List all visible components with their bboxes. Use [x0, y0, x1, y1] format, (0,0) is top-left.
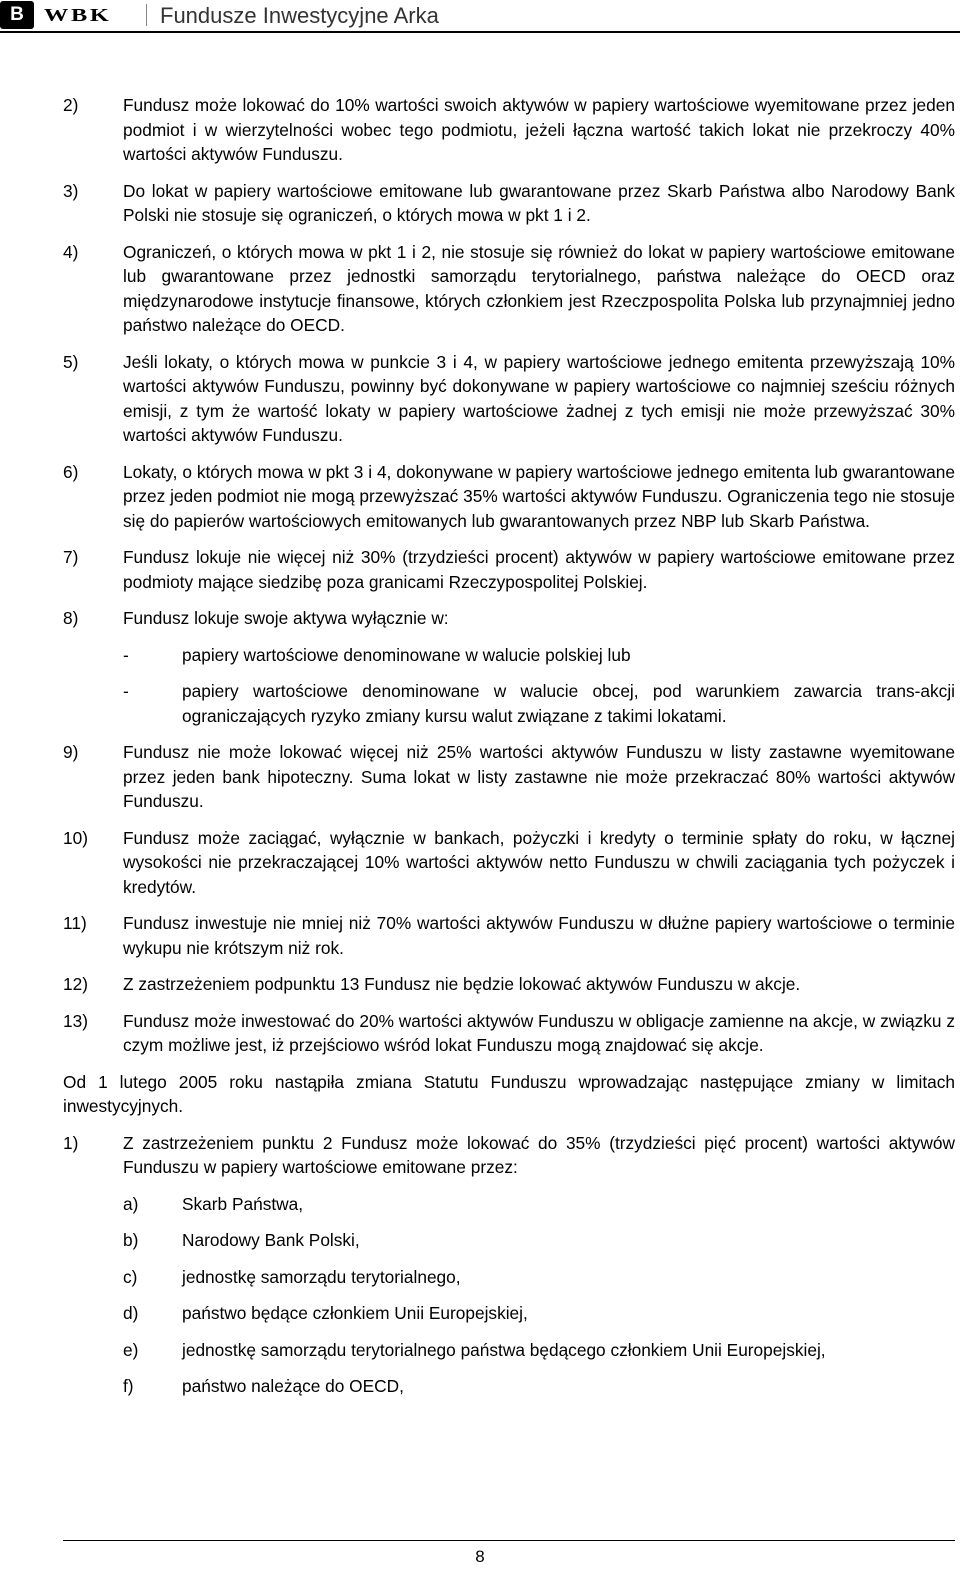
- sub-list-item: b) Narodowy Bank Polski,: [123, 1230, 360, 1250]
- list-item: 1) Z zastrzeżeniem punktu 2 Fundusz może lokować do 35% (trzydzieści pięć procent) wartości aktywów Funduszu w papiery wartościowe emitowane przez:: [63, 1132, 955, 1177]
- document-title: Fundusze Inwestycyjne Arka: [160, 3, 439, 28]
- list-item: 9) Fundusz nie może lokować więcej niż 25% wartości aktywów Funduszu w listy zastawne wyemitowane przez jeden bank hipoteczny. Suma lokat w listy zastawne nie może przekraczać 80% wartości aktywów Funduszu.: [63, 742, 955, 811]
- sub-list-item: f) państwo należące do OECD,: [123, 1376, 404, 1396]
- sub-list-item: c) jednostkę samorządu terytorialnego,: [123, 1266, 461, 1287]
- sub-list-item: - papiery wartościowe denominowane w walucie obcej, pod warunkiem zawarcia trans-akcji ograniczających ryzyko zmiany kursu walut związane z takimi lokatami.: [123, 681, 955, 726]
- sub-list-item: - papiery wartościowe denominowane w walucie polskiej lub: [123, 644, 631, 665]
- list-item: 4) Ograniczeń, o których mowa w pkt 1 i 2, nie stosuje się również do lokat w papiery wartościowe emitowane lub gwarantowane przez jednostki samorządu terytorialnego, państwa należące do OECD oraz międzynarodowe instytucje finansowe, których członkiem jest Rzeczpospolita Polska lub przynajmniej jedno państwo należące do OECD.: [63, 241, 955, 335]
- list-item: 6) Lokaty, o których mowa w pkt 3 i 4, dokonywane w papiery wartościowe jednego emitenta lub gwarantowane przez jeden podmiot nie mogą przewyższać 35% wartości aktywów Funduszu. Ograniczenia tego nie stosuje się do papierów wartościowych emitowanych lub gwarantowanych przez NBP lub Skarb Państwa.: [63, 461, 955, 531]
- list-item: 2) Fundusz może lokować do 10% wartości swoich aktywów w papiery wartościowe wyemitowane przez jeden podmiot i w wierzytelności wobec tego podmiotu, jeżeli łączna wartość takich lokat nie przekroczy 40% wartości aktywów Funduszu.: [63, 95, 955, 164]
- list-item: 13) Fundusz może inwestować do 20% wartości aktywów Funduszu w obligacje zamienne na akcje, w związku z czym możliwe jest, iż przejściowo wśród lokat Funduszu mogą znajdować się akcje.: [63, 1010, 955, 1055]
- page-number: 8: [475, 1547, 485, 1566]
- list-item: 12) Z zastrzeżeniem podpunktu 13 Fundusz nie będzie lokować aktywów Funduszu w akcje.: [63, 974, 801, 994]
- document-body: [63, 93, 955, 1411]
- header-divider: [146, 4, 147, 26]
- sub-list-item: d) państwo będące członkiem Unii Europejskiej,: [123, 1303, 528, 1323]
- list-item: 8) Fundusz lokuje swoje aktywa wyłącznie w:: [63, 608, 449, 628]
- intro-paragraph: Od 1 lutego 2005 roku nastąpiła zmiana Statutu Funduszu wprowadzając następujące zmiany w limitach inwestycyjnych.: [63, 1071, 955, 1116]
- page-footer: [0, 1540, 960, 1570]
- list-item: 3) Do lokat w papiery wartościowe emitowane lub gwarantowane przez Skarb Państwa albo Narodowy Bank Polski nie stosuje się ograniczeń, o których mowa w pkt 1 i 2.: [63, 180, 955, 225]
- page-header: [0, 0, 960, 33]
- bank-logo-text: WBK: [44, 5, 112, 25]
- list-item: 10) Fundusz może zaciągać, wyłącznie w bankach, pożyczki i kredyty o terminie spłaty do roku, w łącznej wysokości nie przekraczającej 10% wartości aktywów netto Funduszu w chwili zaciągania tych pożyczek i kredytów.: [63, 827, 955, 897]
- sub-list-item: e) jednostkę samorządu terytorialnego państwa będącego członkiem Unii Europejskiej,: [123, 1339, 826, 1360]
- bank-logo-mark: B: [0, 1, 34, 29]
- list-item: 7) Fundusz lokuje nie więcej niż 30% (trzydzieści procent) aktywów w papiery wartościowe emitowane przez podmioty mające siedzibę poza granicami Rzeczypospolitej Polskiej.: [63, 547, 955, 592]
- footer-divider: [63, 1540, 955, 1541]
- sub-list-item: a) Skarb Państwa,: [123, 1193, 304, 1214]
- list-item: 11) Fundusz inwestuje nie mniej niż 70% wartości aktywów Funduszu w dłużne papiery wartościowe o terminie wykupu nie krótszym niż rok.: [63, 913, 955, 958]
- list-item: 5) Jeśli lokaty, o których mowa w punkcie 3 i 4, w papiery wartościowe jednego emitenta przewyższają 10% wartości aktywów Funduszu, powinny być dokonywane w papiery wartościowe co najmniej sześciu różnych emisji, z tym że wartość lokaty w papiery wartościowe żadnej z tych emisji nie może przewyższać 30% wartości aktywów Funduszu.: [63, 351, 955, 445]
